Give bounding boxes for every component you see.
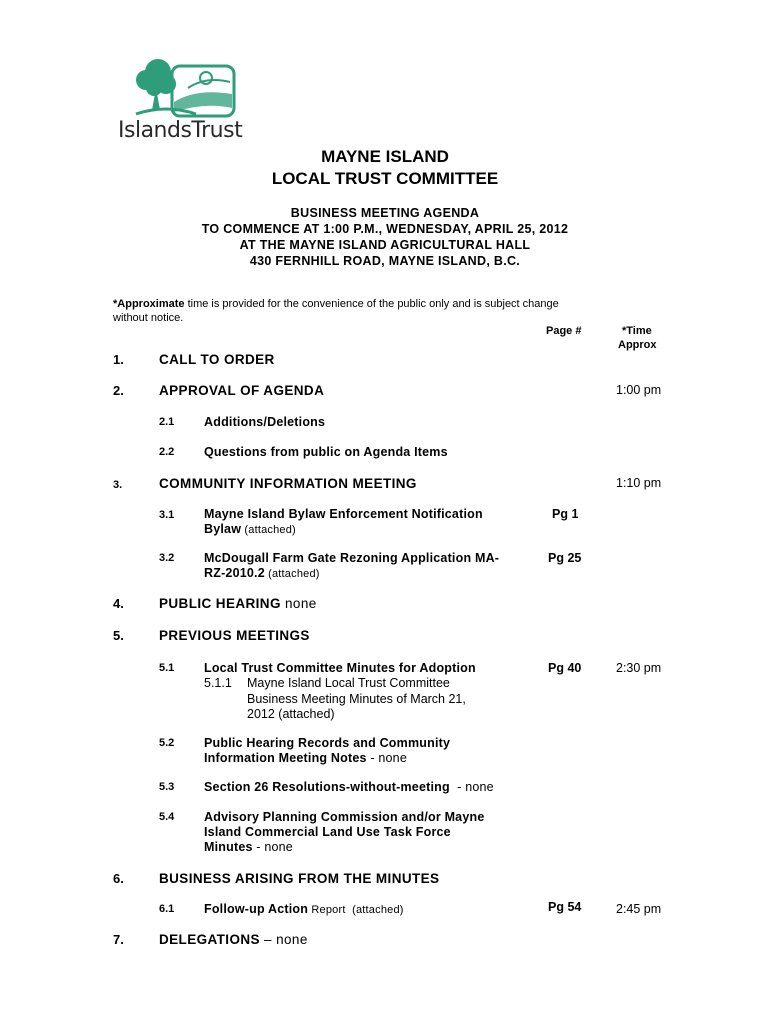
- item-title: BUSINESS ARISING FROM THE MINUTES: [159, 871, 440, 886]
- header-page: Page #: [546, 325, 582, 337]
- item-title: [159, 932, 308, 947]
- subitem-title: [204, 551, 534, 582]
- report-note: Report: [308, 904, 346, 916]
- header-time-1: *Time: [622, 325, 652, 337]
- subitem-title: [204, 810, 524, 855]
- item-time: 2:30 pm: [616, 661, 662, 675]
- item-title-text: DELEGATIONS: [159, 932, 260, 947]
- attached-note: (attached): [264, 568, 320, 580]
- subitem-title-line1: McDougall Farm Gate Rezoning Application MA-: [204, 551, 500, 565]
- subitem-number: 5.2: [159, 737, 175, 749]
- page-ref: Pg 40: [548, 661, 582, 675]
- meeting-line3: AT THE MAYNE ISLAND AGRICULTURAL HALL: [239, 238, 531, 252]
- subitem-title: Additions/Deletions: [204, 415, 326, 429]
- subsubitem-line3: 2012 (attached): [247, 707, 335, 721]
- subsubitem-text: [247, 676, 527, 723]
- subitem-title: [204, 902, 404, 918]
- subitem-title: Questions from public on Agenda Items: [204, 445, 448, 459]
- item-number: 1.: [113, 352, 124, 367]
- subitem-title-line1: Public Hearing Records and Community: [204, 736, 451, 750]
- subitem-number: 2.1: [159, 416, 175, 428]
- item-title-text: PUBLIC HEARING: [159, 596, 281, 611]
- attached-note: (attached): [241, 524, 296, 536]
- item-note: – none: [259, 932, 308, 947]
- subitem-title-line2: Information Meeting Notes: [204, 751, 367, 765]
- subitem-title: [204, 780, 494, 795]
- subsubitem-line2: Business Meeting Minutes of March 21,: [247, 691, 466, 706]
- item-number: 6.: [113, 871, 124, 886]
- subitem-title-line3: Minutes: [204, 840, 253, 854]
- item-note: - none: [449, 780, 494, 794]
- subitem-number: 3.2: [159, 552, 175, 564]
- committee-title-line1: MAYNE ISLAND: [321, 147, 449, 166]
- committee-title-line2: LOCAL TRUST COMMITTEE: [271, 169, 499, 188]
- page-ref: Pg 1: [552, 507, 579, 521]
- subitem-title-line2: Bylaw: [204, 522, 242, 536]
- item-note: none: [280, 596, 317, 611]
- subitem-number: 5.1: [159, 662, 175, 674]
- approximate-notice: [113, 297, 673, 325]
- item-title: PREVIOUS MEETINGS: [159, 628, 310, 643]
- subitem-title-line2: Island Commercial Land Use Task Force: [204, 825, 451, 839]
- subitem-title: [204, 736, 524, 766]
- item-title: APPROVAL OF AGENDA: [159, 383, 325, 398]
- item-title: CALL TO ORDER: [159, 352, 275, 367]
- subitem-title-text: Follow-up Action: [204, 902, 309, 916]
- notice-text-1: time is provided for the convenience of the public only and is subject change: [184, 298, 559, 310]
- subitem-title: Local Trust Committee Minutes for Adoption: [204, 661, 476, 675]
- notice-bold: *Approximate: [113, 298, 185, 310]
- item-number: 3.: [113, 479, 123, 491]
- subitem-title-line1: Advisory Planning Commission and/or Mayne: [204, 810, 485, 824]
- item-number: 2.: [113, 383, 124, 398]
- page-ref: Pg 25: [548, 551, 582, 565]
- item-note: - none: [252, 840, 293, 854]
- item-note: - none: [366, 751, 407, 765]
- item-number: 4.: [113, 596, 124, 611]
- page-ref: Pg 54: [548, 900, 582, 914]
- logo-emblem-icon: [126, 58, 246, 122]
- subsubitem-number: 5.1.1: [204, 676, 232, 690]
- header-time-2: Approx: [618, 339, 657, 351]
- item-number: 5.: [113, 628, 124, 643]
- item-time: 2:45 pm: [616, 902, 662, 916]
- meeting-line1: BUSINESS MEETING AGENDA: [290, 206, 480, 220]
- subitem-number: 6.1: [159, 903, 175, 915]
- subitem-title: [204, 507, 524, 538]
- attached-note: (attached): [345, 904, 404, 916]
- logo-wordmark: IslandsTrust: [118, 118, 243, 143]
- item-title: COMMUNITY INFORMATION MEETING: [159, 476, 417, 491]
- islands-trust-logo: [118, 58, 258, 148]
- subitem-title-line2: RZ-2010.2: [204, 566, 265, 580]
- subsubitem-line1: Mayne Island Local Trust Committee: [247, 676, 450, 690]
- subitem-title-text: Section 26 Resolutions-without-meeting: [204, 780, 450, 794]
- item-number: 7.: [113, 932, 124, 947]
- notice-text-2: without notice.: [113, 312, 184, 324]
- meeting-line4: 430 FERNHILL ROAD, MAYNE ISLAND, B.C.: [249, 254, 521, 268]
- item-time: 1:00 pm: [616, 383, 662, 397]
- subitem-number: 5.4: [159, 811, 175, 823]
- item-title: [159, 596, 317, 611]
- item-time: 1:10 pm: [616, 476, 662, 490]
- subitem-number: 5.3: [159, 781, 175, 793]
- subitem-number: 3.1: [159, 509, 175, 521]
- meeting-line2: TO COMMENCE AT 1:00 P.M., WEDNESDAY, APRIL 25, 2012: [201, 222, 569, 236]
- subitem-number: 2.2: [159, 446, 175, 458]
- subitem-title-line1: Mayne Island Bylaw Enforcement Notification: [204, 507, 483, 521]
